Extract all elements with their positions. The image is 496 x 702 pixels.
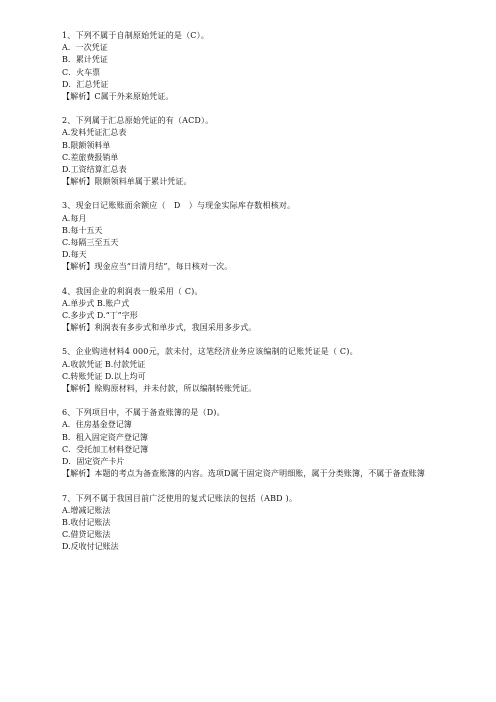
analysis: 【解析】现金应当“日清月结”，每日核对一次。 <box>62 262 233 272</box>
option: A．一次凭证 <box>62 43 108 53</box>
option: C．受托加工材料登记簿 <box>62 444 149 454</box>
question-5 <box>62 346 442 395</box>
option: B．租入固定资产登记簿 <box>62 432 148 442</box>
option: B.收付记账法 <box>62 517 111 527</box>
analysis: 【解析】本题的考点为备查账簿的内容。选项D属于固定资产明细账，属于分类账簿，不属于备查账簿 <box>62 469 425 479</box>
question-stem: 4、我国企业的利润表一般采用（ C)。 <box>62 286 203 296</box>
option: D．固定资产卡片 <box>62 457 125 467</box>
question-2 <box>62 115 442 188</box>
option: A.增减记账法 <box>62 505 111 515</box>
question-stem: 3、现金日记账账面余额应（ D ）与现金实际库存数相核对。 <box>62 201 296 211</box>
question-7 <box>62 493 442 554</box>
option: B.每十五天 <box>62 225 103 235</box>
analysis: 【解析】C属于外来原始凭证。 <box>62 92 174 102</box>
option: C.多步式 D.“丁”字形 <box>62 311 138 321</box>
question-4 <box>62 286 442 335</box>
option: D.反收付记账法 <box>62 542 119 552</box>
question-stem: 1、下列不属于自制原始凭证的是（C）。 <box>62 31 210 40</box>
option: D.工资结算汇总表 <box>62 165 127 175</box>
question-stem: 7、下列不属于我国目前广泛使用的复式记账法的包括（ABD )。 <box>62 493 298 503</box>
question-stem: 5、企业购进材料4 000元，款未付，这笔经济业务应该编制的记账凭证是（ C)。 <box>62 347 358 357</box>
question-1 <box>62 30 442 103</box>
option: A.每月 <box>62 213 87 223</box>
analysis: 【解析】限额领料单属于累计凭证。 <box>62 177 192 187</box>
option: A.单步式 B.账户式 <box>62 298 130 308</box>
option: C.转账凭证 D.以上均可 <box>62 371 146 381</box>
analysis: 【解析】赊购原材料，并未付款，所以编制转账凭证。 <box>62 384 257 394</box>
question-list <box>62 30 442 566</box>
question-6 <box>62 407 442 480</box>
option: D.每天 <box>62 250 87 260</box>
option: A．住房基金登记簿 <box>62 420 132 430</box>
question-stem: 6、下列项目中，不属于备查账簿的是（D)。 <box>62 408 225 418</box>
option: C.差旅费报销单 <box>62 152 119 162</box>
option: A.收款凭证 B.付款凭证 <box>62 359 146 369</box>
question-3 <box>62 200 442 273</box>
analysis: 【解析】利润表有多步式和单步式，我国采用多步式。 <box>62 323 257 333</box>
option: C.借贷记账法 <box>62 530 111 540</box>
option: B．累计凭证 <box>62 55 108 65</box>
option: C．火车票 <box>62 67 101 77</box>
option: D．汇总凭证 <box>62 79 109 89</box>
question-stem: 2、下列属于汇总原始凭证的有（ACD）。 <box>62 116 214 126</box>
option: B.限额领料单 <box>62 140 111 150</box>
option: C.每隔三至五天 <box>62 238 119 248</box>
option: A.发料凭证汇总表 <box>62 128 127 138</box>
